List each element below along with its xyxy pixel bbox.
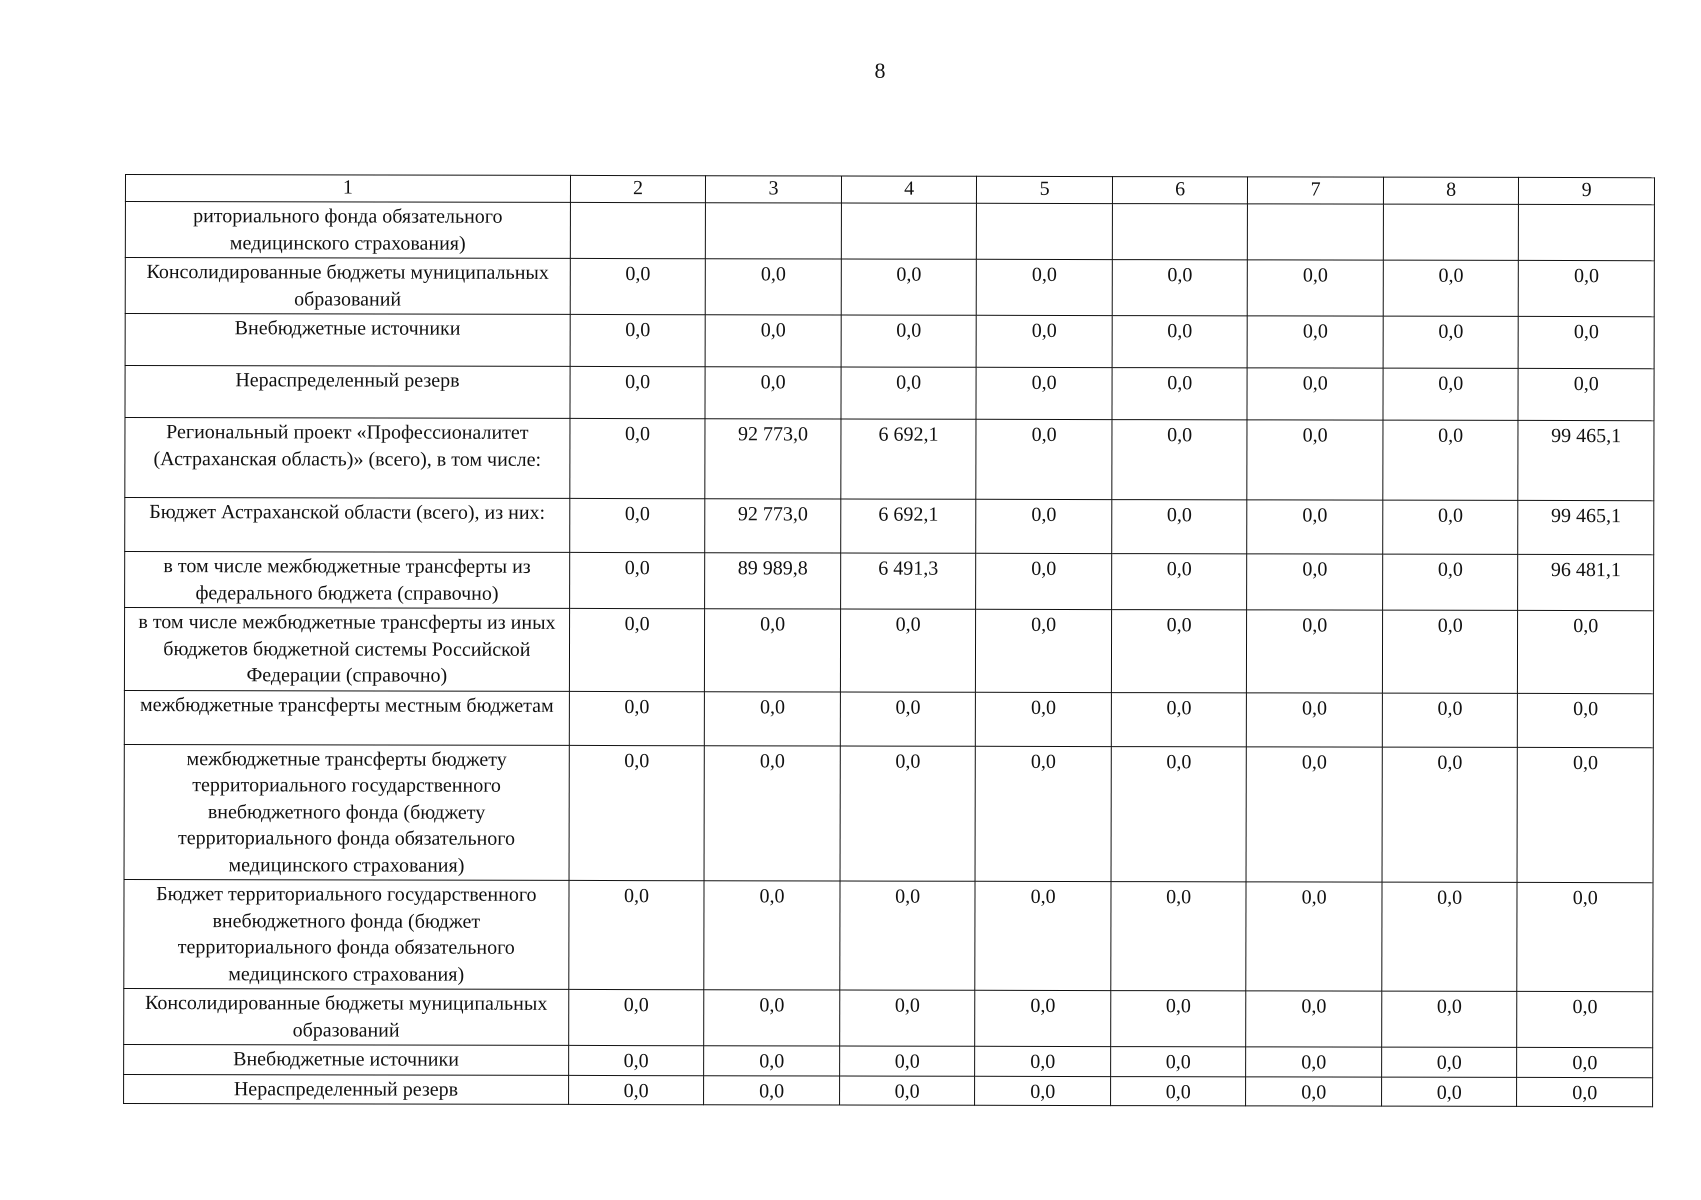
cell-col-3 (706, 203, 842, 259)
column-header-7: 7 (1248, 177, 1384, 204)
table-row (124, 988, 1653, 1047)
cell-col-9: 0,0 (1518, 693, 1654, 747)
table-row (124, 608, 1653, 694)
table-row (125, 258, 1654, 317)
row-label: Нераспределенный резерв (125, 366, 570, 419)
cell-col-6: 0,0 (1112, 316, 1248, 368)
cell-col-2: 0,0 (568, 1045, 704, 1075)
row-label: межбюджетные трансферты местным бюджетам (124, 690, 569, 745)
cell-col-2: 0,0 (570, 366, 706, 418)
cell-col-9 (1519, 204, 1655, 260)
cell-col-5: 0,0 (975, 1046, 1111, 1076)
cell-col-2 (570, 202, 706, 258)
cell-col-5: 0,0 (975, 990, 1111, 1046)
cell-col-7: 0,0 (1247, 554, 1383, 610)
cell-col-6: 0,0 (1111, 882, 1247, 991)
cell-col-6: 0,0 (1111, 610, 1247, 693)
cell-col-4: 0,0 (841, 367, 977, 419)
cell-col-3: 0,0 (704, 990, 840, 1046)
cell-col-3: 89 989,8 (705, 553, 841, 609)
cell-col-4: 6 491,3 (840, 553, 976, 609)
cell-col-2: 0,0 (569, 608, 705, 691)
cell-col-4: 0,0 (840, 881, 976, 990)
cell-col-7: 0,0 (1246, 1047, 1382, 1077)
cell-col-8: 0,0 (1382, 610, 1518, 693)
cell-col-5: 0,0 (975, 1076, 1111, 1106)
row-label: межбюджетные трансферты бюджету территориального государственного внебюджетного фонда (бюджету территориального фонда обязательного медицинского страхования) (124, 744, 569, 880)
cell-col-6: 0,0 (1112, 500, 1248, 554)
cell-col-9: 99 465,1 (1518, 500, 1654, 554)
row-label: Бюджет Астраханской области (всего), из них: (125, 498, 570, 553)
cell-col-3: 0,0 (704, 1046, 840, 1076)
cell-col-9: 0,0 (1519, 260, 1655, 316)
cell-col-5: 0,0 (976, 553, 1112, 609)
page-number: 8 (874, 58, 886, 83)
cell-col-2: 0,0 (569, 745, 705, 881)
cell-col-7: 0,0 (1247, 692, 1383, 746)
cell-col-4: 0,0 (839, 1046, 975, 1076)
cell-col-3: 0,0 (704, 881, 840, 990)
cell-col-7: 0,0 (1247, 610, 1383, 693)
cell-col-5: 0,0 (975, 746, 1111, 882)
table-row (124, 1074, 1653, 1107)
cell-col-4: 0,0 (840, 691, 976, 745)
table-body (124, 202, 1655, 1107)
cell-col-2: 0,0 (570, 418, 706, 498)
cell-col-8: 0,0 (1382, 882, 1518, 991)
header-row (125, 175, 1654, 205)
cell-col-6: 0,0 (1112, 420, 1248, 500)
row-label: Консолидированные бюджеты муниципальных образований (125, 258, 570, 315)
row-label: в том числе межбюджетные трансферты из иных бюджетов бюджетной системы Российской Федерации (справочно) (124, 608, 569, 691)
column-header-8: 8 (1383, 177, 1519, 204)
table-row (125, 314, 1654, 369)
column-header-4: 4 (841, 176, 977, 203)
cell-col-4: 0,0 (840, 745, 976, 881)
cell-col-3: 0,0 (705, 691, 841, 745)
cell-col-3: 0,0 (704, 1075, 840, 1105)
table-row (124, 879, 1653, 991)
cell-col-8: 0,0 (1382, 747, 1518, 883)
column-header-3: 3 (706, 176, 842, 203)
cell-col-2: 0,0 (569, 552, 705, 608)
cell-col-9: 96 481,1 (1518, 554, 1654, 610)
cell-col-8: 0,0 (1383, 260, 1519, 316)
cell-col-3: 92 773,0 (705, 499, 841, 553)
cell-col-6: 0,0 (1111, 991, 1247, 1047)
table-row (125, 418, 1654, 501)
cell-col-6: 0,0 (1111, 692, 1247, 746)
cell-col-3: 0,0 (705, 367, 841, 419)
cell-col-9: 0,0 (1518, 368, 1654, 420)
row-label: Нераспределенный резерв (124, 1074, 569, 1104)
cell-col-6: 0,0 (1112, 368, 1248, 420)
table-row (124, 1044, 1653, 1077)
cell-col-2: 0,0 (569, 691, 705, 745)
cell-col-6: 0,0 (1111, 554, 1247, 610)
cell-col-3: 0,0 (705, 609, 841, 692)
cell-col-9: 0,0 (1517, 1047, 1653, 1077)
cell-col-5: 0,0 (976, 609, 1112, 692)
cell-col-9: 0,0 (1517, 747, 1653, 883)
column-header-5: 5 (977, 176, 1113, 203)
cell-col-5: 0,0 (977, 259, 1113, 315)
cell-col-7: 0,0 (1247, 500, 1383, 554)
cell-col-9: 0,0 (1517, 991, 1653, 1047)
cell-col-4: 0,0 (839, 1075, 975, 1105)
table-row (124, 744, 1653, 883)
cell-col-7: 0,0 (1248, 260, 1384, 316)
cell-col-4: 0,0 (841, 259, 977, 315)
cell-col-7: 0,0 (1248, 316, 1384, 368)
cell-col-6: 0,0 (1112, 260, 1248, 316)
cell-col-3: 0,0 (705, 315, 841, 367)
cell-col-5: 0,0 (976, 367, 1112, 419)
column-header-1: 1 (125, 175, 570, 203)
cell-col-8 (1383, 204, 1519, 260)
cell-col-5: 0,0 (976, 692, 1112, 746)
cell-col-3: 0,0 (706, 259, 842, 315)
cell-col-7: 0,0 (1246, 882, 1382, 991)
row-label: риториального фонда обязательного медицинского страхования) (125, 202, 570, 259)
table-row (125, 552, 1654, 611)
cell-col-5: 0,0 (975, 881, 1111, 990)
cell-col-6: 0,0 (1110, 1076, 1246, 1106)
cell-col-8: 0,0 (1383, 420, 1519, 500)
cell-col-8: 0,0 (1383, 500, 1519, 554)
cell-col-2: 0,0 (568, 989, 704, 1045)
cell-col-7: 0,0 (1247, 368, 1383, 420)
table-row (125, 202, 1654, 261)
cell-col-8: 0,0 (1382, 991, 1518, 1047)
cell-col-4: 0,0 (840, 609, 976, 692)
cell-col-2: 0,0 (570, 498, 706, 552)
column-header-6: 6 (1112, 177, 1248, 204)
cell-col-9: 0,0 (1517, 882, 1653, 991)
cell-col-4: 0,0 (840, 990, 976, 1046)
cell-col-4: 0,0 (841, 315, 977, 367)
cell-col-2: 0,0 (568, 1075, 704, 1105)
table-row (125, 498, 1654, 555)
cell-col-9: 99 465,1 (1518, 420, 1654, 500)
cell-col-7: 0,0 (1246, 991, 1382, 1047)
cell-col-7 (1248, 204, 1384, 260)
cell-col-9: 0,0 (1517, 1077, 1653, 1107)
cell-col-7: 0,0 (1246, 746, 1382, 882)
cell-col-8: 0,0 (1383, 316, 1519, 368)
row-label: Бюджет территориального государственного внебюджетного фонда (бюджет территориального фонда обязательного медицинского страхования) (124, 879, 569, 989)
cell-col-3: 0,0 (704, 745, 840, 881)
cell-col-5 (977, 203, 1113, 259)
cell-col-8: 0,0 (1381, 1077, 1517, 1107)
cell-col-2: 0,0 (570, 258, 706, 314)
cell-col-2: 0,0 (569, 880, 705, 989)
column-header-9: 9 (1519, 177, 1655, 204)
column-header-2: 2 (570, 175, 706, 202)
cell-col-2: 0,0 (570, 314, 706, 366)
table-row (124, 690, 1653, 747)
budget-table (123, 174, 1655, 1107)
row-label: Внебюджетные источники (124, 1044, 569, 1074)
cell-col-4: 6 692,1 (841, 499, 977, 553)
cell-col-8: 0,0 (1383, 368, 1519, 420)
row-label: Региональный проект «Профессионалитет (Астраханская область)» (всего), в том числе: (125, 418, 570, 499)
cell-col-5: 0,0 (976, 419, 1112, 499)
row-label: Консолидированные бюджеты муниципальных образований (124, 988, 569, 1045)
cell-col-4 (841, 203, 977, 259)
cell-col-8: 0,0 (1383, 554, 1519, 610)
cell-col-7: 0,0 (1247, 420, 1383, 500)
budget-table-container (123, 174, 1655, 1107)
cell-col-3: 92 773,0 (705, 419, 841, 499)
cell-col-6: 0,0 (1111, 1047, 1247, 1077)
row-label: Внебюджетные источники (125, 314, 570, 367)
cell-col-9: 0,0 (1519, 316, 1655, 368)
cell-col-7: 0,0 (1246, 1076, 1382, 1106)
cell-col-6 (1112, 204, 1248, 260)
row-label: в том числе межбюджетные трансферты из федерального бюджета (справочно) (125, 552, 570, 609)
cell-col-9: 0,0 (1518, 610, 1654, 693)
table-row (125, 366, 1654, 421)
cell-col-5: 0,0 (976, 315, 1112, 367)
cell-col-8: 0,0 (1382, 693, 1518, 747)
cell-col-5: 0,0 (976, 499, 1112, 553)
cell-col-4: 6 692,1 (841, 419, 977, 499)
cell-col-8: 0,0 (1382, 1047, 1518, 1077)
cell-col-6: 0,0 (1111, 746, 1247, 882)
